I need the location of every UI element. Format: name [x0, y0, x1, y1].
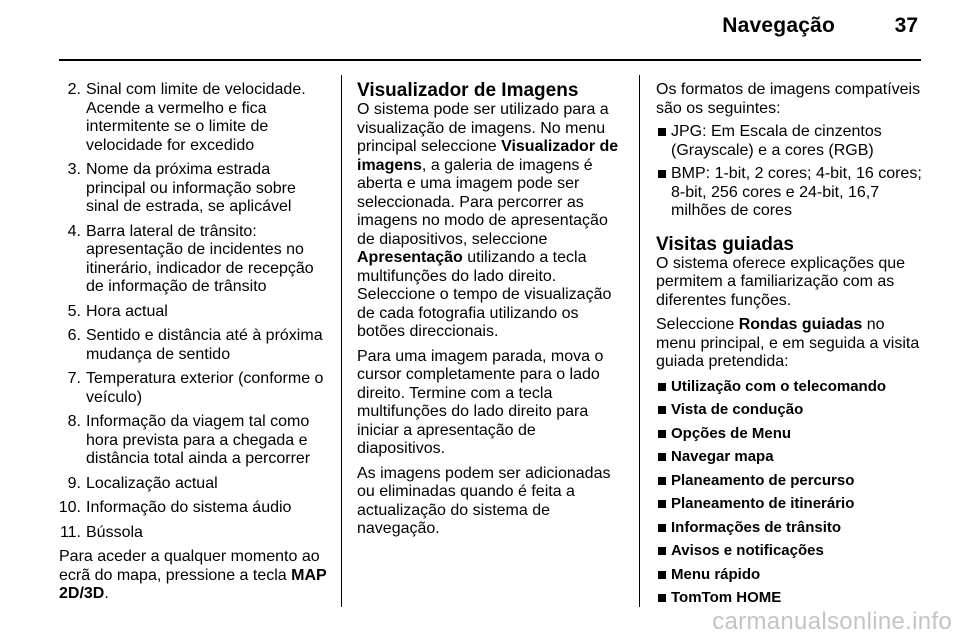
- list-item: Opções de Menu: [656, 425, 924, 444]
- list-item: 6. Sentido e distância até à próxima mudança de sentido: [67, 327, 323, 363]
- column-divider-2: [639, 75, 640, 607]
- menu-term: Rondas guiadas: [738, 316, 863, 333]
- guided-tours-paragraph: Seleccione Rondas guiadas no menu principal, e em seguida a visita guiada pretendida:: [656, 316, 920, 370]
- guided-tours-list: [656, 378, 924, 608]
- display-elements-list: [59, 81, 331, 542]
- list-item: 2. Sinal com limite de velocidade. Acende a vermelho e fica intermitente se o limite de velocidade for excedido: [67, 81, 306, 154]
- watermark: carmanualsonline.info: [712, 608, 952, 635]
- list-item: BMP: 1-bit, 2 cores; 4-bit, 16 cores; 8-bit, 256 cores e 24-bit, 16,7 milhões de cores: [656, 165, 924, 221]
- page-title: Navegação: [722, 14, 835, 37]
- list-item: 8. Informação da viagem tal como hora prevista para a chegada e distância total ainda a percorrer: [67, 413, 311, 467]
- image-viewer-paragraph: O sistema pode ser utilizado para a visualização de imagens. No menu principal seleccione Visualizador de imagens, a galeria de imagens é aberta e uma imagem pode ser seleccionada. Para percorrer as imagens no modo de apresentação de diapositivos, seleccione Apresentação utilizando a tecla multifunções do lado direito. Seleccione o tempo de visualização de cada fotografia utilizando os botões direccionais.: [357, 101, 619, 340]
- menu-term: Apresentação: [357, 249, 463, 266]
- section-heading-guided-tours: Visitas guiadas: [656, 233, 794, 255]
- list-item: Vista de condução: [656, 401, 924, 420]
- list-item: Navegar mapa: [656, 448, 924, 467]
- map-access-paragraph: Para aceder a qualquer momento ao ecrã do mapa, pressione a tecla MAP 2D/3D.: [59, 548, 327, 602]
- column-1: [59, 81, 331, 610]
- column-3: [656, 81, 924, 614]
- list-item: Menu rápido: [656, 566, 924, 585]
- header-divider: [59, 59, 921, 61]
- paragraph: Para uma imagem parada, mova o cursor completamente para o lado direito. Termine com a tecla multifunções do lado direito para iniciar a apresentação de diapositivos.: [357, 347, 604, 457]
- list-item: 5. Hora actual: [67, 302, 168, 320]
- menu-term: Visualizador de imagens: [357, 138, 619, 174]
- list-item: Informações de trânsito: [656, 519, 924, 538]
- formats-list: [656, 123, 924, 221]
- paragraph: As imagens podem ser adicionadas ou eliminadas quando é feita a actualização do sistema de navegação.: [357, 464, 611, 537]
- list-item: 4. Barra lateral de trânsito: apresentação de incidentes no itinerário, indicador de recepção de informação de trânsito: [67, 222, 314, 295]
- list-item: JPG: Em Escala de cinzentos (Grayscale) e a cores (RGB): [656, 123, 924, 160]
- section-heading-image-viewer: Visualizador de Imagens: [357, 80, 579, 101]
- column-2: [357, 81, 627, 545]
- paragraph: O sistema oferece explicações que permitem a familiarização com as diferentes funções.: [656, 254, 906, 309]
- column-divider-1: [341, 75, 342, 607]
- map-key-label: MAP 2D/3D: [59, 566, 327, 602]
- list-item: TomTom HOME: [656, 589, 924, 608]
- page-number: 37: [894, 14, 918, 37]
- list-item: Planeamento de percurso: [656, 472, 924, 491]
- list-item: 11. Bússola: [59, 523, 143, 541]
- list-item: Utilização com o telecomando: [656, 378, 924, 397]
- list-item: 10. Informação do sistema áudio: [58, 499, 292, 516]
- list-item: 9. Localização actual: [67, 474, 218, 492]
- formats-intro: Os formatos de imagens compatíveis são os seguintes:: [656, 81, 921, 117]
- list-item: 3. Nome da próxima estrada principal ou informação sobre sinal de estrada, se aplicável: [67, 161, 296, 215]
- list-item: Avisos e notificações: [656, 542, 924, 561]
- list-item: Planeamento de itinerário: [656, 495, 924, 514]
- list-item: 7. Temperatura exterior (conforme o veículo): [67, 370, 324, 406]
